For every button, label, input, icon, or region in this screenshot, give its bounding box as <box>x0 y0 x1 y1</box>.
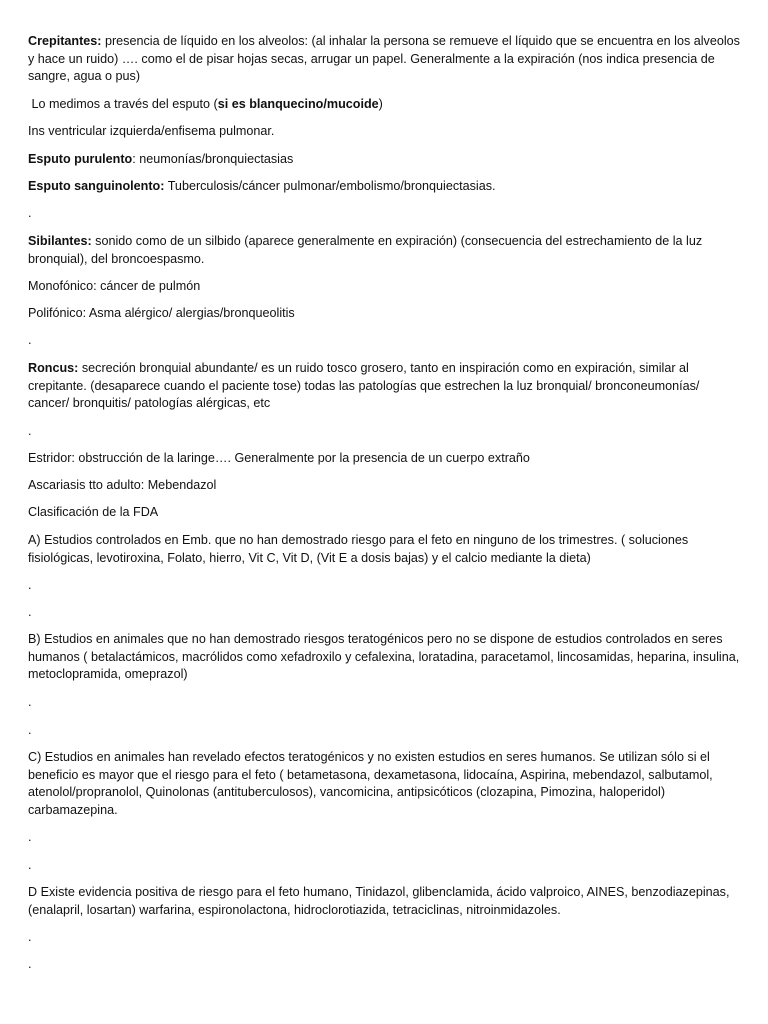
dot-separator: . <box>28 206 32 220</box>
paragraph-text: Clasificación de la FDA <box>28 505 159 519</box>
paragraph-text: Tuberculosis/cáncer pulmonar/embolismo/bronquiectasias. <box>164 179 496 193</box>
paragraph-text: Monofónico: cáncer de pulmón <box>28 279 201 293</box>
dot-separator: . <box>28 858 32 872</box>
dot-separator: . <box>28 333 32 347</box>
paragraph-text: Ascariasis tto adulto: Mebendazol <box>28 478 217 492</box>
paragraph-polifonico <box>28 305 740 323</box>
paragraph-text: Estridor: obstrucción de la laringe…. Generalmente por la presencia de un cuerpo extraño <box>28 451 530 465</box>
paragraph-text: secreción bronquial abundante/ es un ruido tosco grosero, tanto en inspiración como en expiración, similar al crepitante. (desaparece cuando el paciente tose) todas las patologías que estrechen la luz bronquial/ bronconeumonías/ cancer/ bronquitis/ patologías alérgicas, etc <box>28 361 700 411</box>
paragraph-fda-c <box>28 749 740 819</box>
paragraph-text: sonido como de un silbido (aparece generalmente en expiración) (consecuencia del estrechamiento de la luz bronquial), del broncoespasmo. <box>28 234 703 266</box>
paragraph-esputo-purulento <box>28 151 740 169</box>
paragraph-text: D Existe evidencia positiva de riesgo para el feto humano, Tinidazol, glibenclamida, ácido valproico, AINES, benzodiazepinas, (enalapril, losartan) warfarina, espironolactona, hidroclorotiazida, tetraciclinas, nitroinmidazoles. <box>28 885 730 917</box>
paragraph-estridor <box>28 450 740 468</box>
paragraph-fda-d <box>28 884 740 919</box>
paragraph-text: Lo medimos a través del esputo ( <box>28 97 218 111</box>
paragraph-text: ) <box>378 97 383 111</box>
paragraph-text: : neumonías/bronquiectasias <box>132 152 294 166</box>
paragraph-clasificacion-fda <box>28 504 740 522</box>
paragraph-fda-a <box>28 532 740 567</box>
paragraph-roncus <box>28 360 740 413</box>
paragraph-text: Ins ventricular izquierda/enfisema pulmonar. <box>28 124 275 138</box>
dot-separator: . <box>28 605 32 619</box>
paragraph-sibilantes <box>28 233 740 268</box>
paragraph-text: Polifónico: Asma alérgico/ alergias/bronqueolitis <box>28 306 295 320</box>
paragraph-ascariasis <box>28 477 740 495</box>
dot-separator: . <box>28 578 32 592</box>
paragraph-ins-ventricular <box>28 123 740 141</box>
paragraph-text: C) Estudios en animales han revelado efectos teratogénicos y no existen estudios en seres humanos. Se utilizan sólo si el beneficio es mayor que el riesgo para el feto ( betametasona, dexametasona, lidocaína, Aspirina, mebendazol, salbutamol, atenolol/propranolol, Quinolonas (antituberculosos), vancomicina, antipsicóticos (clozapina, Pimozina, haloperidol) carbamazepina. <box>28 750 713 817</box>
term-esputo-sanguinolento: Esputo sanguinolento: <box>28 179 165 193</box>
paragraph-fda-b <box>28 631 740 684</box>
term-sibilantes: Sibilantes: <box>28 234 92 248</box>
dot-separator: . <box>28 830 32 844</box>
paragraph-text: A) Estudios controlados en Emb. que no han demostrado riesgo para el feto en ninguno de los trimestres. ( soluciones fisiológicas, levotiroxina, Folato, hierro, Vit C, Vit D, (Vit E a dosis bajas) y el calcio mediante la dieta) <box>28 533 689 565</box>
dot-separator: . <box>28 957 32 971</box>
paragraph-text: B) Estudios en animales que no han demostrado riesgos teratogénicos pero no se dispone de estudios controlados en seres humanos ( betalactámicos, macrólidos como xefadroxilo y cefalexina, loratadina, paracetamol, lincosamidas, heparina, insulina, metoclopramida, omeprazol) <box>28 632 740 682</box>
dot-separator: . <box>28 723 32 737</box>
paragraph-text: presencia de líquido en los alveolos: (al inhalar la persona se remueve el líquido que se encuentra en los alveolos y hace un ruido) …. como el de pisar hojas secas, arrugar un papel. Generalmente a la expiración (nos indica presencia de sangre, agua o pus) <box>28 34 740 84</box>
paragraph-esputo-sanguinolento <box>28 178 740 196</box>
term-blanquecino: si es blanquecino/mucoide <box>217 97 379 111</box>
paragraph-monofonico <box>28 278 740 296</box>
term-esputo-purulento: Esputo purulento <box>28 152 133 166</box>
paragraph-esputo-medida <box>28 96 740 114</box>
term-crepitantes: Crepitantes: <box>28 34 102 48</box>
term-roncus: Roncus: <box>28 361 79 375</box>
dot-separator: . <box>28 695 32 709</box>
dot-separator: . <box>28 424 32 438</box>
dot-separator: . <box>28 930 32 944</box>
paragraph-crepitantes <box>28 33 740 86</box>
